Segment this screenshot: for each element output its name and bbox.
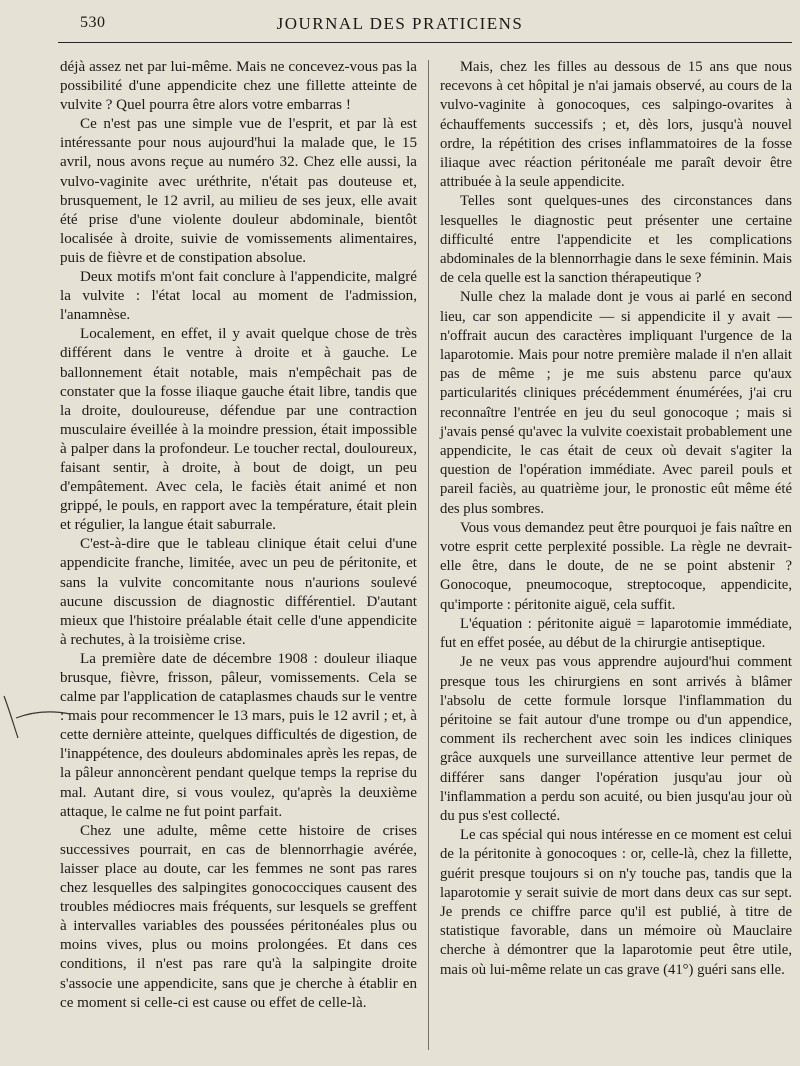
paragraph: Nulle chez la malade dont je vous ai parlé en second lieu, car son appendicite — si appendicite il y avait — n'offrait aucun des caractères impliquant l'urgence de la laparotomie. Mais pour notre première malade il n'en allait pas de même ; je me suis abstenu parce qu'aux particularités cliniques précédemment énumérées, j'ai cru reconnaître l'entrée en jeu du seul gonocoque ; mais si j'avais pensé qu'avec la vulvite coexistait probablement une appendicite, le cas était de ceux où devait s'agiter la question de l'opération immédiate. Avec pareil pouls et pareil faciès, au quatrième jour, le pronostic eût même été des plus sombres. [440, 289, 792, 517]
paragraph: La première date de décembre 1908 : douleur iliaque brusque, fièvre, frisson, pâleur, vomissements. Cela se calme par l'application de cataplasmes chauds sur le ventre : mais pour recommencer le 13 mars, puis le 12 avril ; et, à cette dernière atteinte, quelques difficultés de digestion, de l'inappétence, des douleurs abdominales après les repas, de la pâleur annoncèrent pendant quelque temps la reprise du mal. Autant dire, si vous voulez, qu'après la deuxième attaque, le calme ne fut point parfait. [60, 650, 417, 820]
column-rule [428, 60, 429, 1050]
paragraph: L'équation : péritonite aiguë = laparotomie immédiate, fut en effet posée, au début de la chirurgie antiseptique. [440, 615, 792, 652]
paragraph: Je ne veux pas vous apprendre aujourd'hui comment presque tous les chirurgiens en sont arrivés à blâmer l'absolu de cette formule lorsque l'inflammation du péritoine se fait autour d'une trompe ou d'un appendice, comment ils recherchent avec soin les indices cliniques grâce auxquels une surveillance attentive leur permet de différer sans danger l'opération jusqu'au jour où l'inflammation a perdu son acuité, ou bien jusqu'au jour où du pus s'est collecté. [440, 654, 792, 824]
paragraph: Vous vous demandez peut être pourquoi je fais naître en votre esprit cette perplexité possible. La règle ne devrait-elle être, dans le doute, de ne se point abstenir ? Gonocoque, pneumocoque, streptocoque, appendicite, qu'importe : péritonite aiguë, cela suffit. [440, 519, 792, 613]
page-number: 530 [80, 14, 106, 31]
pencil-margin-mark [2, 692, 72, 742]
right-column [440, 58, 792, 980]
paragraph: Mais, chez les filles au dessous de 15 ans que nous recevons à cet hôpital je n'ai jamais observé, au cours de la vulvo-vaginite à gonocoques, ces salpingo-ovarites à échauffements successifs ; et, dès lors, jusqu'à nouvel ordre, la répétition des crises inflammatoires de la fosse iliaque avec réaction péritonéale me paraît devoir être attribuée à la seule appendicite. [440, 59, 792, 191]
paragraph: Le cas spécial qui nous intéresse en ce moment est celui de la péritonite à gonocoques : or, celle-là, chez la fillette, guérit presque toujours si on n'y touche pas, tandis que la laparotomie y serait suivie de mort dans deux cas sur sept. Je prends ce chiffre parce qu'il est publié, à titre de statistique favorable, dans un mémoire où Mauclaire cherche à démontrer que la laparotomie peut être utile, mais où lui-même relate un cas grave (41°) guéri sans elle. [440, 827, 792, 978]
paragraph: Deux motifs m'ont fait conclure à l'appendicite, malgré la vulvite : l'état local au moment de l'admission, l'anamnèse. [60, 269, 417, 324]
paragraph: Telles sont quelques-unes des circonstances dans lesquelles le diagnostic peut présenter une certaine difficulté entre l'appendicite et les complications abdominales de la blennorrhagie dans le sexe féminin. Mais de cela quelle est la sanction thérapeutique ? [440, 193, 792, 287]
header-rule [58, 42, 792, 43]
left-column [60, 58, 417, 1013]
paragraph: Chez une adulte, même cette histoire de crises successives pourrait, en cas de blennorrhagie avérée, laisser place au doute, car les femmes ne sont pas rares chez lesquelles des salpingites gonococciques causent des troubles médiocres mais fréquents, sur lesquels se greffent à intervalles variables des poussées péritonéales plus ou moins vives, plus ou moins prolongées. Et dans ces conditions, il n'est pas rare qu'à la salpingite droite s'associe une appendicite, sans que je cherche à établir en ce moment si celle-ci est cause ou effet de celle-là. [60, 822, 417, 1011]
paragraph: Ce n'est pas une simple vue de l'esprit, et par là est intéressante pour nous aujourd'hui la malade que, le 15 avril, nous avons reçue au numéro 32. Chez elle aussi, la vulvo-vaginite avec uréthrite, n'était pas douteuse et, brusquement, le 12 avril, au milieu de ses jeux, elle avait été prise d'une violente douleur abdominale, bientôt localisée à droite, suivie de vomissements alimentaires, puis de fièvre et de constipation absolue. [60, 116, 417, 266]
page-header [0, 10, 800, 40]
journal-title: JOURNAL DES PRATICIENS [276, 14, 524, 33]
paragraph: déjà assez net par lui-même. Mais ne concevez-vous pas la possibilité d'une appendicite chez une fillette atteinte de vulvite ? Quel pourra être alors votre embarras ! [60, 59, 417, 114]
paragraph: Localement, en effet, il y avait quelque chose de très différent dans le ventre à droite et à gauche. Le ballonnement était notable, mais n'empêchait pas de constater que la fosse iliaque gauche était libre, tandis que la droite, douloureuse, défendue par une contraction musculaire éveillée à la moindre pression, était impossible à palper dans la profondeur. Le toucher rectal, douloureux, faisant sentir, à droite, à bout de doigt, un peu d'empâtement. Avec cela, le faciès était animé et non grippé, le pouls, en rapport avec la température, était plein et régulier, la langue était saburrale. [60, 326, 417, 534]
paragraph: C'est-à-dire que le tableau clinique était celui d'une appendicite franche, limitée, avec un peu de péritonite, et sans la vulvite concomitante nous n'aurions soulevé aucune discussion de diagnostic différentiel. D'autant mieux que l'histoire préalable était celle d'une appendicite à rechutes, à la troisième crise. [60, 536, 417, 648]
